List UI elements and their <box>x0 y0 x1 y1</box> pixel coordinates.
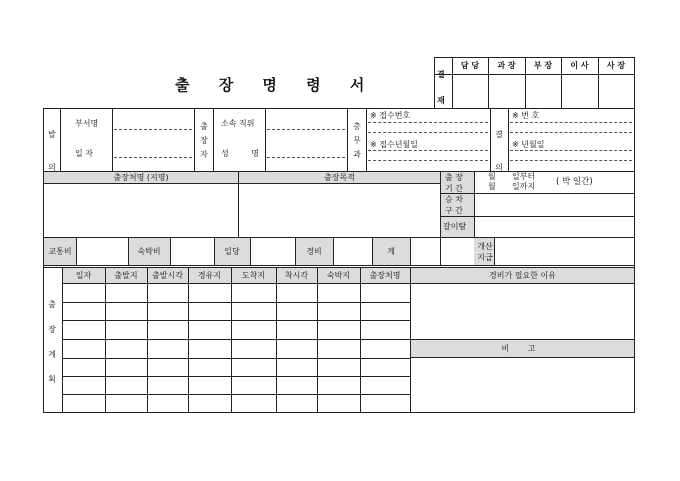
period-nights: ( 박 일간) <box>556 177 593 187</box>
plan-col-departure-place: 출발지 <box>114 271 138 280</box>
destination-header: 출장처명 (지명) <box>113 173 169 182</box>
approval-label: 결 재 <box>437 70 445 105</box>
period-month-1: 월 <box>488 172 496 181</box>
decision-date: ※ 년월일 <box>512 140 545 149</box>
plan-col-trip-name: 출장처명 <box>369 271 401 280</box>
decision-side-label: 결 의 <box>495 130 503 172</box>
plan-col-date: 일자 <box>75 271 92 280</box>
period-label: 출 장 기 간 <box>445 173 463 193</box>
lodging-label: 숙박비 <box>137 247 161 256</box>
period-month-2: 월 <box>488 182 496 191</box>
plan-col-destination: 도착지 <box>241 271 266 280</box>
daily-allowance-label: 일당 <box>224 247 240 256</box>
total-label: 계 <box>387 247 395 256</box>
period-from: 일부터 <box>512 172 536 181</box>
purpose-header: 출장목적 <box>324 173 355 182</box>
approval-header-section-chief: 과 장 <box>497 61 516 70</box>
issue-side-label: 발 의 <box>48 130 56 172</box>
approval-header-director: 이 사 <box>570 61 589 70</box>
receipt-number: ※ 접수번호 <box>370 111 411 120</box>
position-label: 소속 직위 <box>221 119 255 128</box>
page-title: 출 장 명 령 서 <box>175 76 377 94</box>
date-label: 일 자 <box>75 149 93 158</box>
transfer-label: 갈이탐 <box>443 222 467 231</box>
plan-col-arrival-time: 착시각 <box>284 271 309 280</box>
reason-header: 경비가 필요한 이유 <box>489 271 556 280</box>
dept-label: 부서명 <box>75 119 99 128</box>
plan-col-departure-time: 출발시각 <box>152 271 183 280</box>
receipt-date: ※ 접수년월일 <box>370 140 418 149</box>
plan-col-lodging-place: 숙박지 <box>326 271 351 280</box>
period-to: 일까지 <box>512 182 536 191</box>
plan-side-label: 출 장 계 획 <box>48 300 56 384</box>
approval-header-dept-head: 부 장 <box>533 61 553 70</box>
approval-header-staff: 담 당 <box>460 61 480 70</box>
transport-label: 교통비 <box>48 247 72 256</box>
expense-label: 경비 <box>306 247 322 256</box>
traveler-side-label: 출 장 자 <box>200 122 208 159</box>
approval-header-president: 사 장 <box>606 61 626 70</box>
name-label: 성 명 <box>221 149 269 158</box>
general-affairs-side-label: 총 무 과 <box>353 122 361 159</box>
boarding-section-label: 승 차 구 간 <box>445 195 463 215</box>
remarks-header: 비 고 <box>501 344 544 353</box>
decision-number: ※ 번 호 <box>512 111 540 120</box>
plan-col-waypoint: 경유지 <box>197 271 222 280</box>
advance-payment-label: 개산 지급 <box>477 242 493 262</box>
